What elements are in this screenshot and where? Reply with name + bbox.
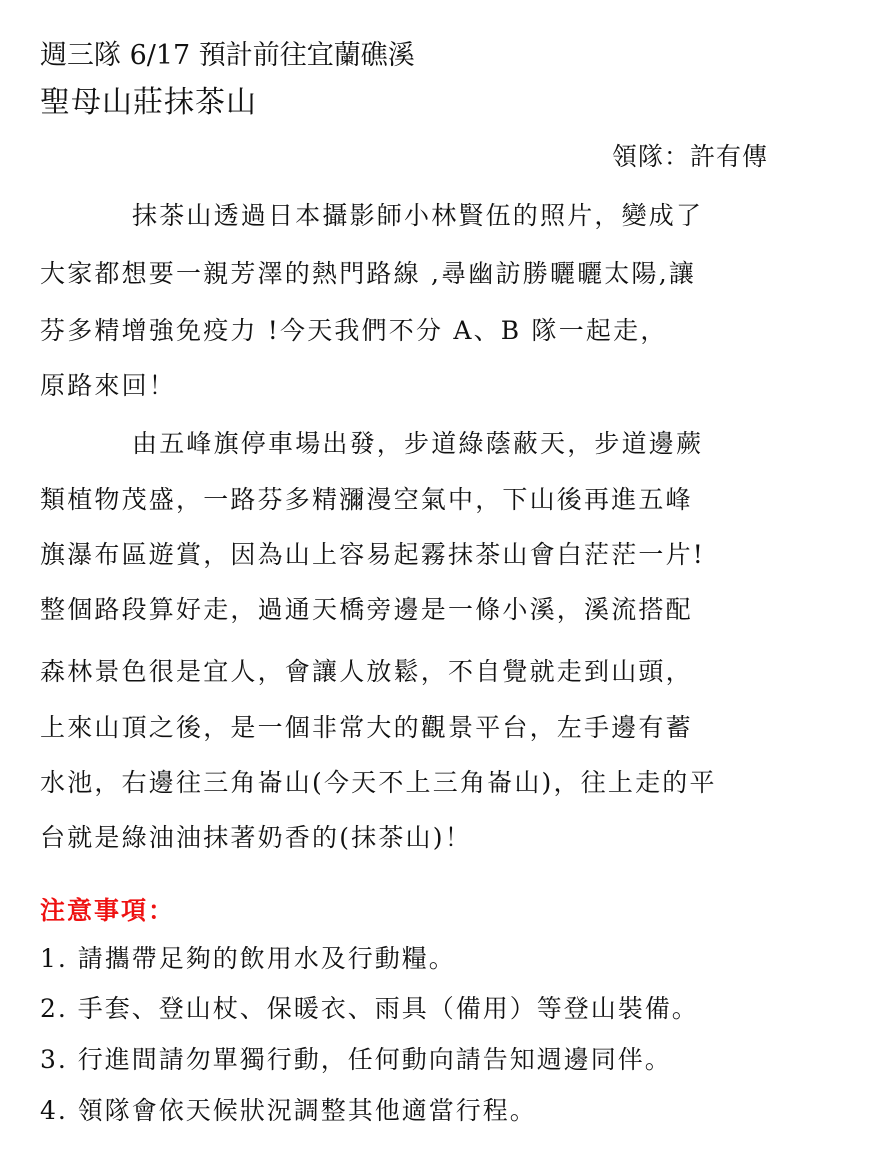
- notice-item: 2. 手套、登山杖、保暖衣、雨具（備用）等登山裝備。: [40, 994, 699, 1023]
- notice-item: 4. 領隊會依天候狀況調整其他適當行程。: [40, 1096, 537, 1125]
- title-line-2: 聖母山莊抹茶山: [40, 85, 257, 120]
- paragraph2-line: 由五峰旗停車場出發，步道綠蔭蔽天，步道邊蕨: [132, 429, 704, 458]
- paragraph1-line: 原路來回！: [40, 371, 177, 400]
- notice-item: 3. 行進間請勿單獨行動，任何動向請告知週邊同伴。: [40, 1045, 672, 1074]
- notice-title: 注意事項：: [40, 896, 176, 925]
- paragraph2-line: 旗瀑布區遊賞，因為山上容易起霧抹茶山會白茫茫一片!: [40, 540, 706, 569]
- paragraph2-line: 森林景色很是宜人，會讓人放鬆，不自覺就走到山頭，: [40, 657, 693, 686]
- paragraph2-line: 整個路段算好走，過通天橋旁邊是一條小溪，溪流搭配: [40, 595, 693, 624]
- paragraph1-line: 芬多精增強免疫力 !今天我們不分 A、B 隊一起走，: [40, 316, 668, 345]
- paragraph1-line: 抹茶山透過日本攝影師小林賢伍的照片，變成了: [132, 201, 704, 230]
- paragraph2-line: 台就是綠油油抹著奶香的(抹茶山)！: [40, 823, 472, 852]
- title-line-1: 週三隊 6/17 預計前往宜蘭礁溪: [40, 40, 415, 71]
- paragraph2-line: 類植物茂盛，一路芬多精瀰漫空氣中，下山後再進五峰: [40, 485, 693, 514]
- leader-name: 領隊：許有傳: [612, 142, 769, 171]
- paragraph1-line: 大家都想要一親芳澤的熱門路線 ,尋幽訪勝曬曬太陽,讓: [40, 259, 697, 288]
- paragraph2-line: 水池，右邊往三角崙山(今天不上三角崙山)，往上走的平: [40, 768, 717, 797]
- notice-item: 1. 請攜帶足夠的飲用水及行動糧。: [40, 944, 456, 973]
- paragraph2-line: 上來山頂之後，是一個非常大的觀景平台，左手邊有蓄: [40, 713, 693, 742]
